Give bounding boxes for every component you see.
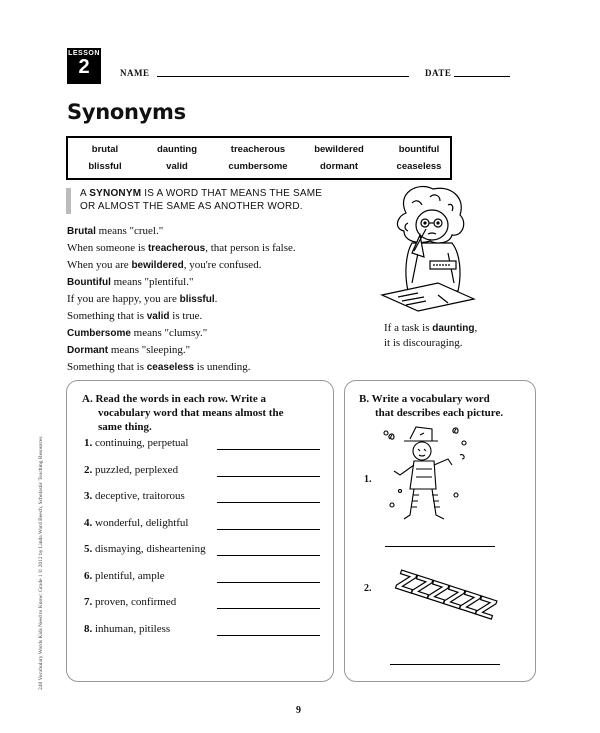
copyright-credit: 240 Vocabulary Words Kids Need to Know: Grade 1 © 2012 by Linda Ward Beech, Scholastic Teaching Resources [38,436,44,690]
sentence: When you are bewildered, you're confused. [67,259,262,271]
word-box [66,136,452,180]
answer-line-1[interactable] [217,449,320,450]
exercise-a-item: 2. puzzled, perplexed [84,464,179,476]
sentence: When someone is treacherous, that person is false. [67,242,296,254]
answer-line-5[interactable] [217,555,320,556]
zzz-letters: ZZZZZZ [392,565,498,626]
definition-bar [66,188,71,214]
sleeping-zzz-illustration [385,565,498,640]
word-item: valid [166,161,188,172]
exercise-a-item: 5. dismaying, disheartening [84,543,206,555]
word-item: bountiful [398,144,440,155]
picture-2-number: 2. [364,583,372,594]
sentence: Brutal means "cruel." [67,225,164,237]
exercise-a-item: 6. plentiful, ample [84,570,165,582]
sentence: Dormant means "sleeping." [67,344,191,356]
answer-line-8[interactable] [217,635,320,636]
sentence: Something that is ceaseless is unending. [67,361,251,373]
word-item: blissful [88,161,122,172]
word-item: cumbersome [228,161,288,172]
word-item: daunting [156,144,198,155]
synonym-term: SYNONYM [89,188,142,199]
answer-line-7[interactable] [217,608,320,609]
sentence: Bountiful means "plentiful." [67,276,194,288]
lesson-label: LESSON [68,50,100,57]
daunting-caption: If a task is daunting, it is discouraging. [384,322,478,349]
example-sentences [67,223,296,376]
answer-line-picture-1[interactable] [385,546,495,547]
word-item: bewildered [314,144,364,155]
sentence: Something that is valid is true. [67,310,203,322]
exercise-a-item: 7. proven, confirmed [84,596,177,608]
page-title: Synonyms [67,100,186,124]
answer-line-picture-2[interactable] [390,664,500,665]
exercise-a-instructions: A. Read the words in each row. Write a vocabulary word that means almost the same thing. [82,393,284,433]
synonym-definition: A SYNONYM IS A WORD THAT MEANS THE SAME OR ALMOST THE SAME AS ANOTHER WORD. [80,188,323,212]
date-label: DATE [425,68,452,78]
sentence: If you are happy, you are blissful. [67,293,218,305]
date-line[interactable] [454,76,510,77]
word-item: treacherous [230,144,286,155]
exercise-a-item: 3. deceptive, traitorous [84,490,185,502]
exercise-a-item: 1. continuing, perpetual [84,437,189,449]
dizzy-man-illustration [380,425,476,525]
worried-student-illustration [378,183,478,318]
picture-1-number: 1. [364,474,372,485]
lesson-number: 2 [78,56,90,78]
word-item: brutal [91,144,119,155]
name-line[interactable] [157,76,409,77]
page-number: 9 [296,705,301,716]
sentence: Cumbersome means "clumsy." [67,327,208,339]
word-item: dormant [320,161,358,172]
exercise-a-item: 4. wonderful, delightful [84,517,189,529]
exercise-a-item: 8. inhuman, pitiless [84,623,171,635]
exercise-a-letter: A. [82,393,93,405]
answer-line-2[interactable] [217,476,320,477]
exercise-b-instructions: B. Write a vocabulary word that describes each picture. [359,393,504,419]
answer-line-3[interactable] [217,502,320,503]
exercise-b-letter: B. [359,393,370,405]
answer-line-6[interactable] [217,582,320,583]
word-item: ceaseless [396,161,442,172]
name-label: NAME [120,68,150,78]
lesson-badge [67,48,101,84]
answer-line-4[interactable] [217,529,320,530]
